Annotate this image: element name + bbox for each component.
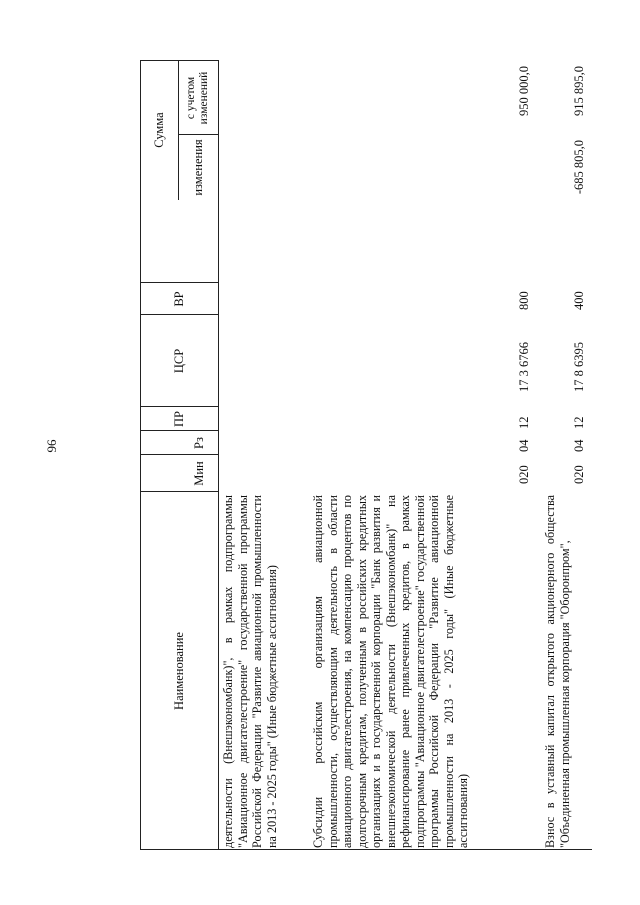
row-3-change: -685 805,0 (572, 140, 586, 195)
header-rz: Рз (191, 437, 206, 449)
row-2-csr: 17 3 6766 (517, 342, 531, 392)
header-changes: изменения (190, 139, 205, 196)
row-3-pr: 12 (572, 416, 586, 429)
header-bottom-border (218, 60, 219, 850)
header-min: Мин (191, 461, 206, 486)
header-name: Наименование (171, 632, 186, 710)
row-3-min: 020 (572, 465, 586, 484)
row-3-name: Взнос в уставный капитал открытого акционерного общества "Объединенная промышленная корпорация "Оборонпром", (543, 495, 572, 848)
rotated-budget-table (140, 60, 592, 850)
row-2-min: 020 (517, 465, 531, 484)
row-3-total: 915 895,0 (572, 66, 586, 116)
header-sum: Сумма (151, 112, 166, 148)
row-3-vr: 400 (572, 291, 586, 310)
row-2-codes (517, 60, 533, 850)
header-with-changes: с учетом изменений (185, 71, 210, 125)
row-3-csr: 17 8 6395 (572, 342, 586, 392)
row-2-pr: 12 (517, 416, 531, 429)
row-2-total: 950 000,0 (517, 66, 531, 116)
row-2-vr: 800 (517, 291, 531, 310)
header-pr: ПР (171, 411, 186, 427)
row-2-rz: 04 (517, 439, 531, 452)
row-3-rz: 04 (572, 439, 586, 452)
page-number: 96 (44, 439, 59, 453)
header-csr: ЦСР (171, 348, 186, 374)
header-vr: ВР (171, 291, 186, 307)
row-2-name: Субсидии российским организациям авиационной промышленности, осуществляющим деятельность в области авиационного двигателестроения, на компенсацию процентов по долгосрочным кредитам, полученным в российских кредитных организациях и в государственной корпорации "Банк развития и внешнеэкономической деятельности (Внешэкономбанк)" на рефинансирование ранее привлеченных кредитов, в рамках подпрограммы "Авиационное двигателестроение" государственной программы Российской Федерации "Развитие авиационной промышленности на 2013 - 2025 годы" (Иные бюджетные ассигнования) (311, 495, 470, 848)
row-1-name: деятельности (Внешэкономбанк)", в рамках подпрограммы "Авиационное двигателестроение" государственной программы Российской Федерации "Развитие авиационной промышленности на 2013 - 2025 годы" (Иные бюджетные ассигнования) (221, 495, 279, 848)
